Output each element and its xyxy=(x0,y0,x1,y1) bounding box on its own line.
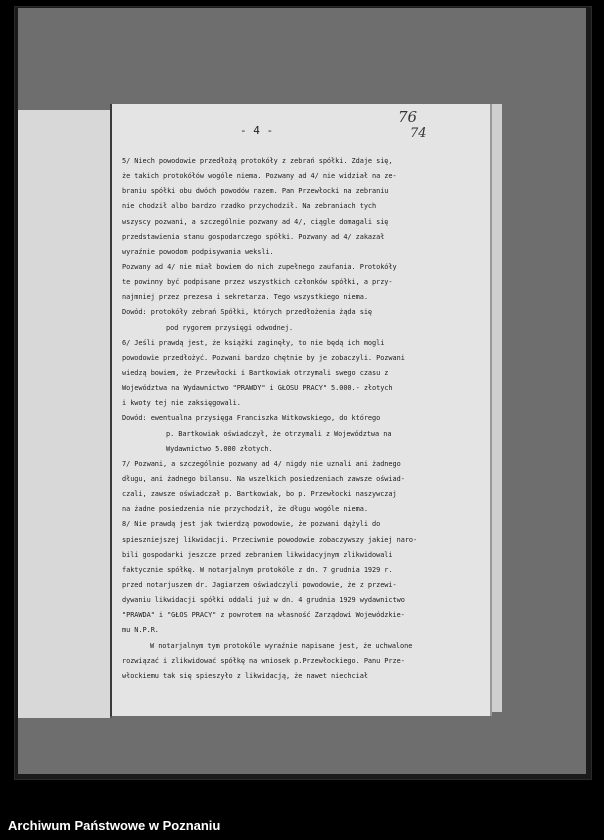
text-line: dywaniu likwidacji spółki oddali już w dn. 4 grudnia 1929 wydawnictwo xyxy=(122,596,405,605)
left-page-edge xyxy=(18,110,112,718)
text-line: Województwa na Wydawnictwo "PRAWDY" i GŁOSU PRACY" 5.000.- złotych xyxy=(122,384,393,393)
text-line: 7/ Pozwani, a szczególnie pozwany ad 4/ nigdy nie uznali ani żadnego xyxy=(122,459,401,468)
text-line: mu N.P.R. xyxy=(122,626,159,635)
text-line: wyraźnie powodom podpisywania weksli. xyxy=(122,247,274,256)
evidence-line: pod rygorem przysięgi odwodnej. xyxy=(166,323,294,332)
text-line: powodowie przedłożyć. Pozwani bardzo chętnie by je zobaczyli. Pozwani xyxy=(122,353,405,362)
text-line: braniu spółki obu dwóch powodów razem. Pan Przewłocki na zebraniu xyxy=(122,187,389,196)
text-line: te powinny być podpisane przez wszystkich członków spółki, a przy- xyxy=(122,278,393,287)
evidence-line: Dowód: protokóły zebrań Spółki, których przedłożenia żąda się xyxy=(122,308,373,317)
text-line: wszyscy pozwani, a szczególnie pozwany ad 4/, ciągle domagali się xyxy=(122,217,389,226)
document-page xyxy=(110,104,490,716)
text-line: faktycznie spółkę. W notarjalnym protokóle z dn. 7 grudnia 1929 r. xyxy=(122,565,393,574)
text-line: wiedzą bowiem, że Przewłocki i Bartkowiak otrzymali swego czasu z xyxy=(122,368,389,377)
right-page-edge xyxy=(488,104,502,712)
page-number: - 4 - xyxy=(240,124,274,137)
text-line: 5/ Niech powodowie przedłożą protokóły z zebrań spółki. Zdaje się, xyxy=(122,157,393,165)
typed-text-block xyxy=(122,154,484,684)
evidence-line: Dowód: ewentualna przysięga Franciszka Witkowskiego, do którego xyxy=(122,414,381,423)
text-line: rozwiązać i zlikwidować spółkę na wniosek p.Przewłockiego. Panu Prze- xyxy=(122,656,405,665)
text-line: spieszniejszej likwidacji. Przeciwnie powodowie zobaczywszy jakiej naro- xyxy=(122,535,418,544)
text-line: 6/ Jeśli prawdą jest, że książki zaginęły, to nie będą ich mogli xyxy=(122,338,385,347)
text-line: bili gospodarki jeszcze przed zebraniem likwidacyjnym zlikwidowali xyxy=(122,550,393,559)
text-line: 8/ Nie prawdą jest jak twierdzą powodowie, że pozwani dążyli do xyxy=(122,520,381,529)
text-line: przedstawienia stanu gospodarczego spółki. Pozwany ad 4/ zakazał xyxy=(122,232,385,241)
text-line: czali, zawsze oświadczał p. Bartkowiak, bo p. Przewłocki naszywczaj xyxy=(122,490,397,499)
text-line: "PRAWDA" i "GŁOS PRACY" z powrotem na własność Zarządowi Wojewódzkie- xyxy=(122,611,405,620)
evidence-line: Wydawnictwo 5.000 złotych. xyxy=(166,444,273,453)
text-line: Pozwany ad 4/ nie miał bowiem do nich zupełnego zaufania. Protokóły xyxy=(122,262,397,271)
text-line: na żadne posiedzenia nie przychodził, że długu wogóle niema. xyxy=(122,505,368,514)
text-line: przed notarjuszem dr. Jagiarzem oświadczyli powodowie, że z przewi- xyxy=(122,580,397,589)
archive-footer xyxy=(0,808,604,840)
text-line: nie chodził albo bardzo rzadko przychodził. Na zebraniach tych xyxy=(122,202,377,211)
handwritten-folio-number: 76 xyxy=(398,108,418,126)
text-line: włockiemu tak się spieszyło z likwidacją, że nawet niechciał xyxy=(122,671,368,680)
text-line: że takich protokółów wogóle niema. Pozwany ad 4/ nie widział na ze- xyxy=(122,172,397,181)
text-line: długu, ani żadnego bilansu. Na wszelkich posiedzeniach zawsze oświad- xyxy=(122,474,405,483)
evidence-line: p. Bartkowiak oświadczył, że otrzymali z Województwa na xyxy=(166,429,392,438)
archive-name: Archiwum Państwowe w Poznaniu xyxy=(8,818,221,833)
text-line: W notarjalnym tym protokóle wyraźnie napisane jest, że uchwalone xyxy=(150,641,413,650)
text-line: najmniej przez prezesa i sekretarza. Tego wszystkiego niema. xyxy=(122,293,368,302)
text-line: i kwoty tej nie zaksięgowali. xyxy=(122,399,241,408)
handwritten-folio-sub: 74 xyxy=(410,126,427,141)
